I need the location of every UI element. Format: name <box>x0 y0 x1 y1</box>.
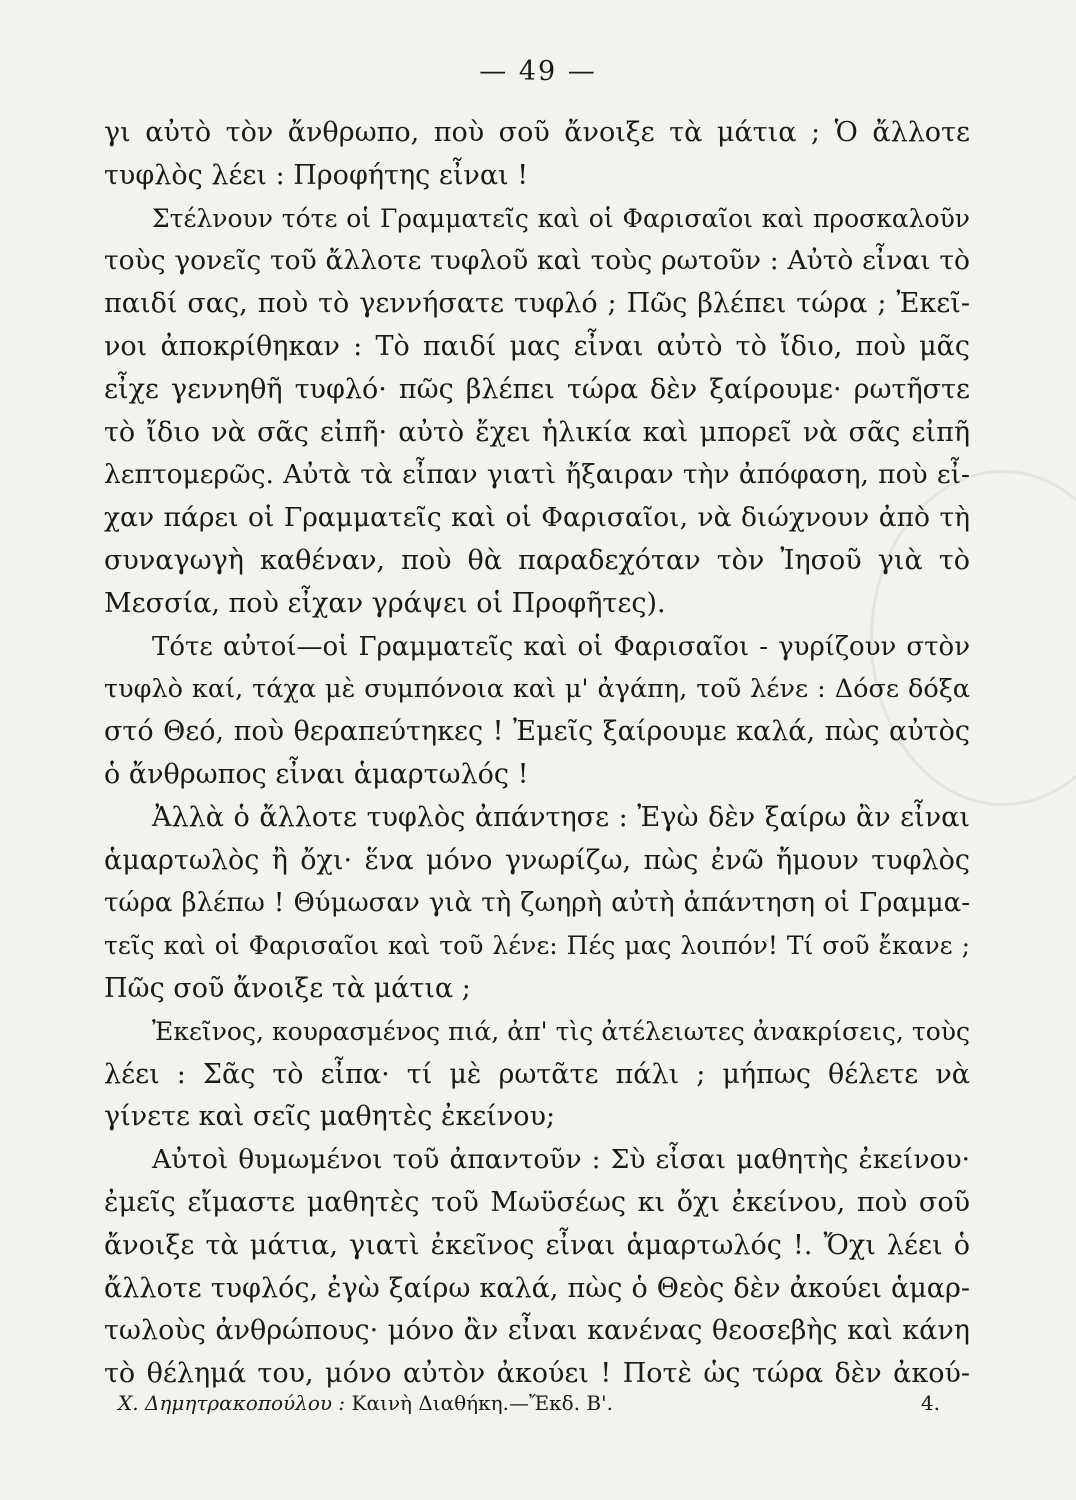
text-line: τεῖς καὶ οἱ Φαρισαῖοι καὶ τοῦ λένε: Πές μας λοιπόν! Τί σοῦ ἔκανε ; <box>104 931 970 961</box>
footer-author: Χ. Δημητρακοπούλου : <box>118 1391 346 1415</box>
page-number: — 49 — <box>479 56 597 87</box>
text-line: χαν πάρει οἱ Γραμματεῖς καὶ οἱ Φαρισαῖοι, νὰ διώχνουν ἀπὸ τὴ <box>104 502 970 534</box>
text-line: ἄλλοτε τυφλός, ἐγὼ ξαίρω καλά, πὼς ὁ Θεὸς δὲν ἀκούει ἁμαρ- <box>104 1272 970 1304</box>
text-line: συναγωγὴ καθέναν, ποὺ θὰ παραδεχόταν τὸν Ἰησοῦ γιὰ τὸ <box>104 544 970 576</box>
text-line: τοὺς γονεῖς τοῦ ἄλλοτε τυφλοῦ καὶ τοὺς ρωτοῦν : Αὐτὸ εἶναι τὸ <box>104 245 970 277</box>
text-line: Μεσσία, ποὺ εἶχαν γράψει οἱ Προφῆτες). <box>104 587 666 619</box>
text-line: τυφλὸ καί, τάχα μὲ συμπόνοια καὶ μ' ἀγάπη, τοῦ λένε : Δόσε δόξα <box>104 674 970 705</box>
text-line: τὸ ἴδιο νὰ σᾶς εἰπῆ· αὐτὸ ἔχει ἡλικία καὶ μπορεῖ νὰ σᾶς εἰπῆ <box>104 416 970 448</box>
text-line: ὁ ἄνθρωπος εἶναι ἁμαρτωλός ! <box>104 758 529 790</box>
text-line: νοι ἀποκρίθηκαν : Τὸ παιδί μας εἶναι αὐτὸ τὸ ἴδιο, ποὺ μᾶς <box>104 330 970 362</box>
text-line: τώρα βλέπω ! Θύμωσαν γιὰ τὴ ζωηρὴ αὐτὴ ἀπάντηση οἱ Γραμμα- <box>104 888 970 919</box>
text-line: ἁμαρτωλὸς ἢ ὄχι· ἕνα μόνο γνωρίζω, πὼς ἐνῶ ἤμουν τυφλὸς <box>104 844 970 876</box>
text-line: ἄνοιξε τὰ μάτια, γιατὶ ἐκεῖνος εἶναι ἁμαρτωλός !. Ὄχι λέει ὁ <box>104 1229 970 1261</box>
body-text <box>104 112 970 1396</box>
text-line: στό Θεό, ποὺ θεραπεύτηκες ! Ἐμεῖς ξαίρουμε καλά, πὼς αὐτὸς <box>104 716 970 748</box>
text-line: ἐμεῖς εἴμαστε μαθητὲς τοῦ Μωϋσέως κι ὄχι ἐκείνου, ποὺ σοῦ <box>104 1186 970 1218</box>
text-line: Αὐτοὶ θυμωμένοι τοῦ ἀπαντοῦν : Σὺ εἶσαι μαθητὴς ἐκείνου· <box>152 1144 970 1176</box>
text-line: τωλοὺς ἀνθρώπους· μόνο ἂν εἶναι κανένας θεοσεβὴς καὶ κάνη <box>104 1315 970 1347</box>
text-line: Ἐκεῖνος, κουρασμένος πιά, ἀπ' τὶς ἀτέλειωτες ἀνακρίσεις, τοὺς <box>152 1016 970 1046</box>
text-line: τυφλὸς λέει : Προφήτης εἶναι ! <box>104 159 529 191</box>
footer-title: Καινὴ Διαθήκη.—Ἔκδ. Β'. <box>351 1391 613 1415</box>
text-line: Ἀλλὰ ὁ ἄλλοτε τυφλὸς ἀπάντησε : Ἐγὼ δὲν ξαίρω ἂν εἶναι <box>152 801 970 833</box>
text-line: Στέλνουν τότε οἱ Γραμματεῖς καὶ οἱ Φαρισαῖοι καὶ προσκαλοῦν <box>152 203 970 233</box>
text-line: εἶχε γεννηθῆ τυφλό· πῶς βλέπει τώρα δὲν ξαίρουμε· ρωτῆστε <box>104 373 970 405</box>
text-line: γίνετε καὶ σεῖς μαθητὲς ἐκείνου; <box>104 1101 556 1133</box>
text-line: Τότε αὐτοί—οἱ Γραμματεῖς καὶ οἱ Φαρισαῖοι - γυρίζουν στὸν <box>152 631 970 662</box>
text-line: λέει : Σᾶς τὸ εἶπα· τί μὲ ρωτᾶτε πάλι ; μήπως θέλετε νὰ <box>104 1058 970 1090</box>
footer-signature-mark: 4. <box>920 1391 940 1415</box>
text-line: γι αὐτὸ τὸν ἄνθρωπο, ποὺ σοῦ ἄνοιξε τὰ μάτια ; Ὁ ἄλλοτε <box>104 117 970 148</box>
text-line: Πῶς σοῦ ἄνοιξε τὰ μάτια ; <box>104 972 471 1004</box>
text-line: λεπτομερῶς. Αὐτὰ τὰ εἶπαν γιατὶ ἤξαιραν τὴν ἀπόφαση, ποὺ εἶ- <box>104 459 970 491</box>
text-line: τὸ θέλημά του, μόνο αὐτὸν ἀκούει ! Ποτὲ ὡς τώρα δὲν ἀκού- <box>104 1358 970 1390</box>
page-footer <box>118 1388 940 1418</box>
text-line: παιδί σας, ποὺ τὸ γεννήσατε τυφλό ; Πῶς βλέπει τώρα ; Ἐκεῖ- <box>104 288 970 320</box>
